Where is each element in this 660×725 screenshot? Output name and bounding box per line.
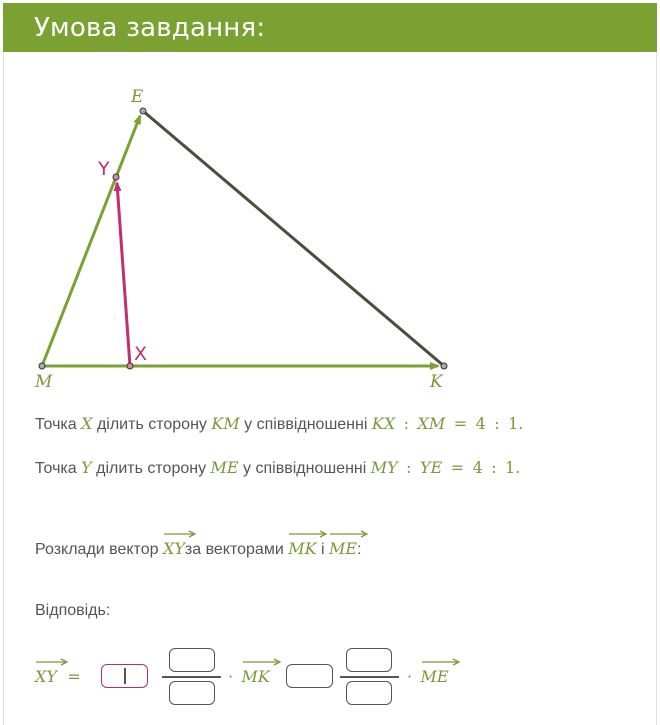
vector-arrow-icon [329, 530, 369, 538]
point-e [140, 108, 146, 114]
vector-mk-answer: MK [242, 658, 270, 690]
vector-xy [117, 183, 130, 366]
label-k: K [430, 372, 443, 392]
side-km-ref: KM [211, 414, 240, 433]
denominator-input-1[interactable] [169, 681, 215, 705]
vector-xy-ref: XY [163, 530, 185, 562]
numerator-input-2[interactable] [346, 648, 392, 672]
statement-2: Точка Y ділить сторону ME у співвідношенні MY : YE = 4 : 1. [35, 458, 521, 477]
page-title: Умова завдання: [34, 13, 266, 43]
answer-lhs: XY = [35, 658, 81, 691]
side-ek [143, 111, 444, 366]
vector-mk-ref: MK [288, 530, 316, 562]
point-m [39, 363, 45, 369]
point-x [127, 363, 133, 369]
sign-input-2[interactable] [286, 664, 333, 688]
denominator-input-2[interactable] [346, 681, 392, 705]
sign-input-1[interactable] [101, 664, 148, 688]
vector-me-answer: ME [421, 658, 449, 690]
vector-arrow-icon [421, 658, 461, 666]
fraction-bar-1 [162, 676, 221, 678]
label-e: E [131, 87, 144, 107]
vector-me [42, 116, 140, 366]
side-me-ref: ME [210, 458, 239, 477]
vector-arrow-icon [288, 530, 328, 538]
vector-xy-answer: XY [35, 658, 57, 690]
point-y [113, 174, 119, 180]
label-y: Y [98, 158, 110, 180]
vector-arrow-icon [163, 530, 197, 538]
fraction-bar-2 [340, 676, 399, 678]
task-instruction: Розклади вектор XYза векторами MK і ME: [35, 530, 362, 563]
answer-label: Відповідь: [35, 602, 111, 619]
term-2: · ME [407, 658, 449, 691]
label-x: X [134, 343, 148, 365]
vector-arrow-icon [35, 658, 69, 666]
text-cursor [124, 668, 126, 684]
numerator-input-1[interactable] [169, 648, 215, 672]
point-k [441, 363, 447, 369]
point-x-ref: X [81, 414, 93, 433]
statement-1: Точка X ділить сторону KM у співвідношенні KX : XM = 4 : 1. [35, 414, 524, 433]
label-m: M [35, 372, 53, 392]
term-1: · MK [228, 658, 270, 691]
vector-me-ref: ME [329, 530, 357, 562]
vector-arrow-icon [242, 658, 282, 666]
point-y-ref: Y [81, 458, 92, 477]
